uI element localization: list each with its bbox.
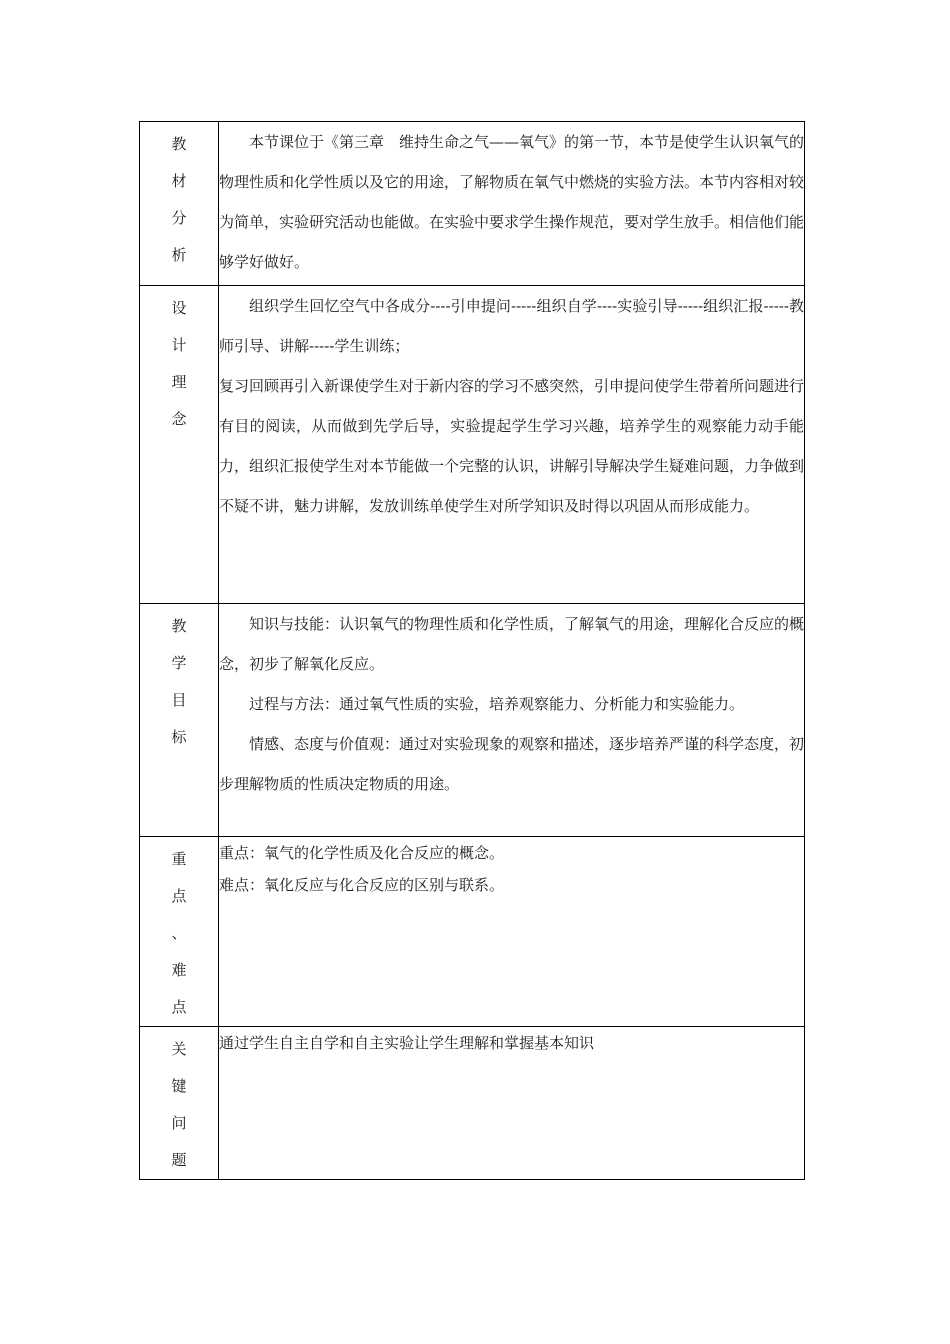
label-char: 键	[171, 1077, 187, 1095]
row-label-teaching-goals	[140, 604, 219, 837]
label-char: 学	[171, 654, 187, 672]
label-char: 计	[171, 336, 187, 354]
paragraph: 复习回顾再引入新课使学生对于新内容的学习不感突然，引申提问使学生带着所问题进行有目的阅读，从而做到先学后导，实验提起学生学习兴趣，培养学生的观察能力动手能力，组织汇报使学生对本节能做一个完整的认识，讲解引导解决学生疑难问题，力争做到不疑不讲，魅力讲解，发放训练单使学生对所学知识及时得以巩固从而形成能力。	[219, 377, 805, 515]
label-char: 教	[171, 135, 187, 153]
row-label-textbook-analysis	[140, 122, 219, 286]
paragraph: 知识与技能：认识氧气的物理性质和化学性质，了解氧气的用途，理解化合反应的概念，初步了解氧化反应。	[219, 615, 805, 673]
row-label-key-difficult-points	[140, 837, 219, 1027]
paragraph: 通过学生自主自学和自主实验让学生理解和掌握基本知识	[219, 1034, 595, 1052]
label-char: 点	[171, 887, 187, 905]
label-char: 关	[171, 1040, 187, 1058]
row-design-concept	[140, 286, 805, 604]
paragraph: 重点：氧气的化学性质及化合反应的概念。	[219, 844, 505, 862]
label-char: 分	[171, 209, 187, 227]
label-char: 材	[171, 172, 187, 190]
row-key-difficult-points	[140, 837, 805, 1027]
row-key-question	[140, 1027, 805, 1180]
label-char: 目	[171, 691, 187, 709]
label-char: 教	[171, 617, 187, 635]
row-textbook-analysis	[140, 122, 805, 286]
label-char: 难	[171, 961, 187, 979]
label-char: 理	[171, 373, 187, 391]
paragraph: 情感、态度与价值观：通过对实验现象的观察和描述，逐步培养严谨的科学态度，初步理解物质的性质决定物质的用途。	[219, 735, 805, 793]
label-char: 设	[171, 299, 187, 317]
label-char: 标	[171, 728, 187, 746]
lesson-plan-table	[139, 121, 805, 1180]
paragraph: 本节课位于《第三章 维持生命之气——氧气》的第一节，本节是使学生认识氧气的物理性质和化学性质以及它的用途，了解物质在氧气中燃烧的实验方法。本节内容相对较为简单，实验研究活动也能做。在实验中要求学生操作规范，要对学生放手。相信他们能够学好做好。	[219, 133, 805, 271]
label-char: 析	[171, 246, 187, 264]
paragraph: 组织学生回忆空气中各成分----引申提问-----组织自学----实验引导-----组织汇报-----教师引导、讲解-----学生训练；	[219, 297, 804, 355]
label-char: 点	[171, 998, 187, 1016]
label-char: 题	[171, 1151, 187, 1169]
label-char: 重	[171, 850, 187, 868]
label-char: 、	[171, 924, 187, 942]
paragraph: 难点：氧化反应与化合反应的区别与联系。	[219, 876, 505, 894]
row-content-key-difficult-points	[219, 837, 805, 1027]
label-char: 念	[171, 410, 187, 428]
paragraph: 过程与方法：通过氧气性质的实验，培养观察能力、分析能力和实验能力。	[249, 695, 745, 713]
row-teaching-goals	[140, 604, 805, 837]
row-content-key-question	[219, 1027, 805, 1180]
row-content-design-concept	[219, 286, 805, 604]
row-label-design-concept	[140, 286, 219, 604]
row-label-key-question	[140, 1027, 219, 1180]
row-content-textbook-analysis	[219, 122, 805, 286]
label-char: 问	[171, 1114, 187, 1132]
row-content-teaching-goals	[219, 604, 805, 837]
